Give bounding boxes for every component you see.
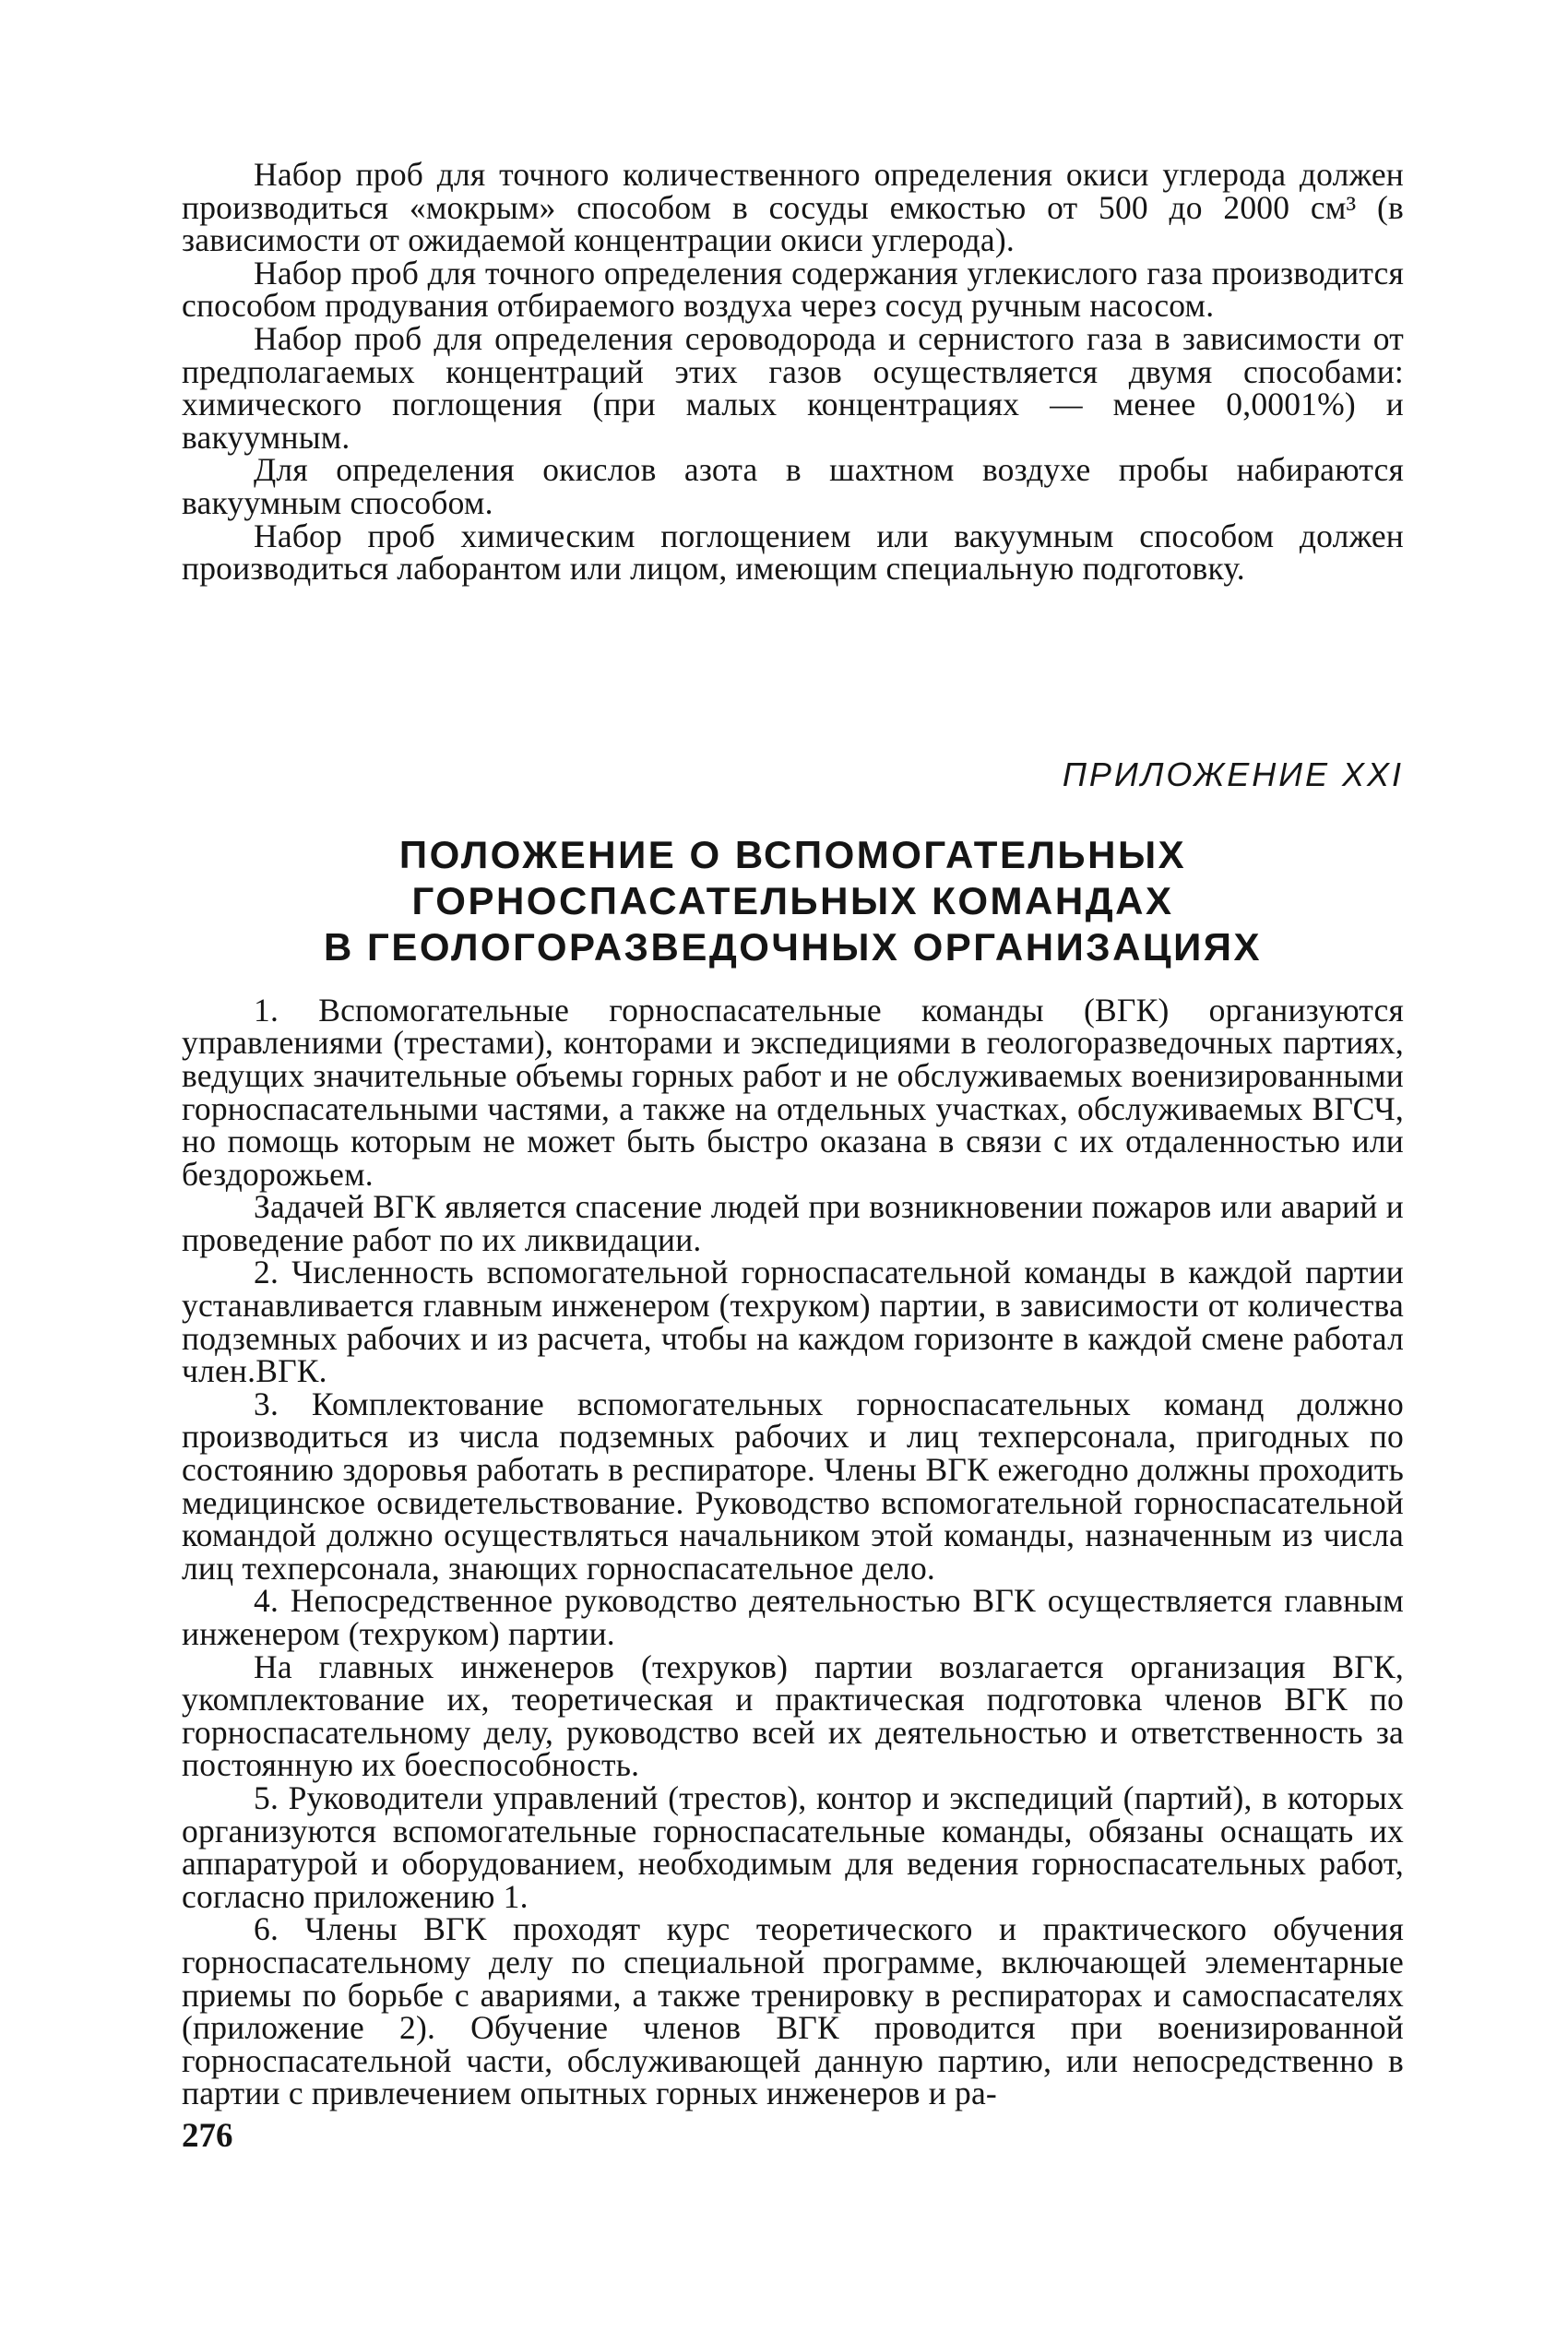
intro-section bbox=[182, 156, 1404, 588]
paragraph: Набор проб для точного количественного определения окиси углерода должен производиться «мокрым» способом в сосуды емкостью от 500 до 2000 см³ (в зависимости от ожидаемой концентрации окиси углерода). bbox=[182, 156, 1404, 259]
paragraph: Задачей ВГК является спасение людей при возникновении пожаров или аварий и проведение работ по их ликвидации. bbox=[182, 1188, 1404, 1258]
title-line: ГОРНОСПАСАТЕЛЬНЫХ КОМАНДАХ bbox=[411, 878, 1174, 922]
title-line: ПОЛОЖЕНИЕ О ВСПОМОГАТЕЛЬНЫХ bbox=[398, 832, 1187, 876]
paragraph: Набор проб для точного определения содержания углекислого газа производится способом продувания отбираемого воздуха через сосуд ручным насосом. bbox=[182, 254, 1404, 325]
paragraph: Набор проб химическим поглощением или вакуумным способом должен производиться лаборантом или лицом, имеющим специальную подготовку. bbox=[182, 517, 1404, 588]
appendix-label: ПРИЛОЖЕНИЕ XXI bbox=[1062, 755, 1404, 793]
paragraph: Набор проб для определения сероводорода и сернистого газа в зависимости от предполагаемых концентраций этих газов осуществляется двумя способами: химического поглощения (при малых концентрациях — менее 0,0001%) и вакуумным. bbox=[182, 319, 1404, 456]
body-section bbox=[182, 991, 1404, 2112]
page-number: 276 bbox=[182, 2116, 233, 2155]
paragraph: 4. Непосредственное руководство деятельностью ВГК осуществляется главным инженером (техруком) партии. bbox=[182, 1582, 1404, 1652]
paragraph: 6. Члены ВГК проходят курс теоретического и практического обучения горноспасательному делу по специальной программе, включающей элементарные приемы по борьбе с авариями, а также тренировку в респираторах и самоспасателях (приложение 2). Обучение членов ВГК проводится при военизированной горноспасательной части, обслуживающей данную партию, или непосредственно в партии с привлечением опытных горных инженеров и ра- bbox=[182, 1910, 1404, 2112]
paragraph: 1. Вспомогательные горноспасательные команды (ВГК) организуются управлениями (трестами), конторами и экспедициями в геологоразведочных партиях, ведущих значительные объемы горных работ и не обслуживаемых военизированными горноспасательными частями, а также на отдельных участках, обслуживаемых ВГСЧ, но помощь которым не может быть быстро оказана в связи с их отдаленностью или бездорожьем. bbox=[182, 991, 1404, 1193]
paragraph: 3. Комплектование вспомогательных горноспасательных команд должно производиться из числа подземных рабочих и лиц техперсонала, пригодных по состоянию здоровья работать в респираторе. Члены ВГК ежегодно должны проходить медицинское освидетельствование. Руководство вспомогательной горноспасательной командой должно осуществляться начальником этой команды, назначенным из числа лиц техперсонала, знающих горноспасательное дело. bbox=[182, 1385, 1404, 1587]
title-line: В ГЕОЛОГОРАЗВЕДОЧНЫХ ОРГАНИЗАЦИЯХ bbox=[324, 924, 1262, 969]
paragraph: На главных инженеров (техруков) партии возлагается организация ВГК, укомплектование их, теоретическая и практическая подготовка членов ВГК по горноспасательному делу, руководство всей их деятельностью и ответственность за постоянную их боеспособность. bbox=[182, 1647, 1404, 1784]
paragraph: Для определения окислов азота в шахтном воздухе пробы набираются вакуумным способом. bbox=[182, 451, 1404, 521]
section-title bbox=[182, 832, 1404, 970]
document-page bbox=[182, 156, 1404, 2155]
paragraph: 5. Руководители управлений (трестов), контор и экспедиций (партий), в которых организуются вспомогательные горноспасательные команды, обязаны оснащать их аппаратурой и оборудованием, необходимым для ведения горноспасательных работ, согласно приложению 1. bbox=[182, 1778, 1404, 1915]
paragraph: 2. Численность вспомогательной горноспасательной команды в каждой партии устанавливается главным инженером (техруком) партии, в зависимости от количества подземных рабочих и из расчета, чтобы на каждом горизонте в каждой смене работал член.ВГК. bbox=[182, 1254, 1404, 1390]
